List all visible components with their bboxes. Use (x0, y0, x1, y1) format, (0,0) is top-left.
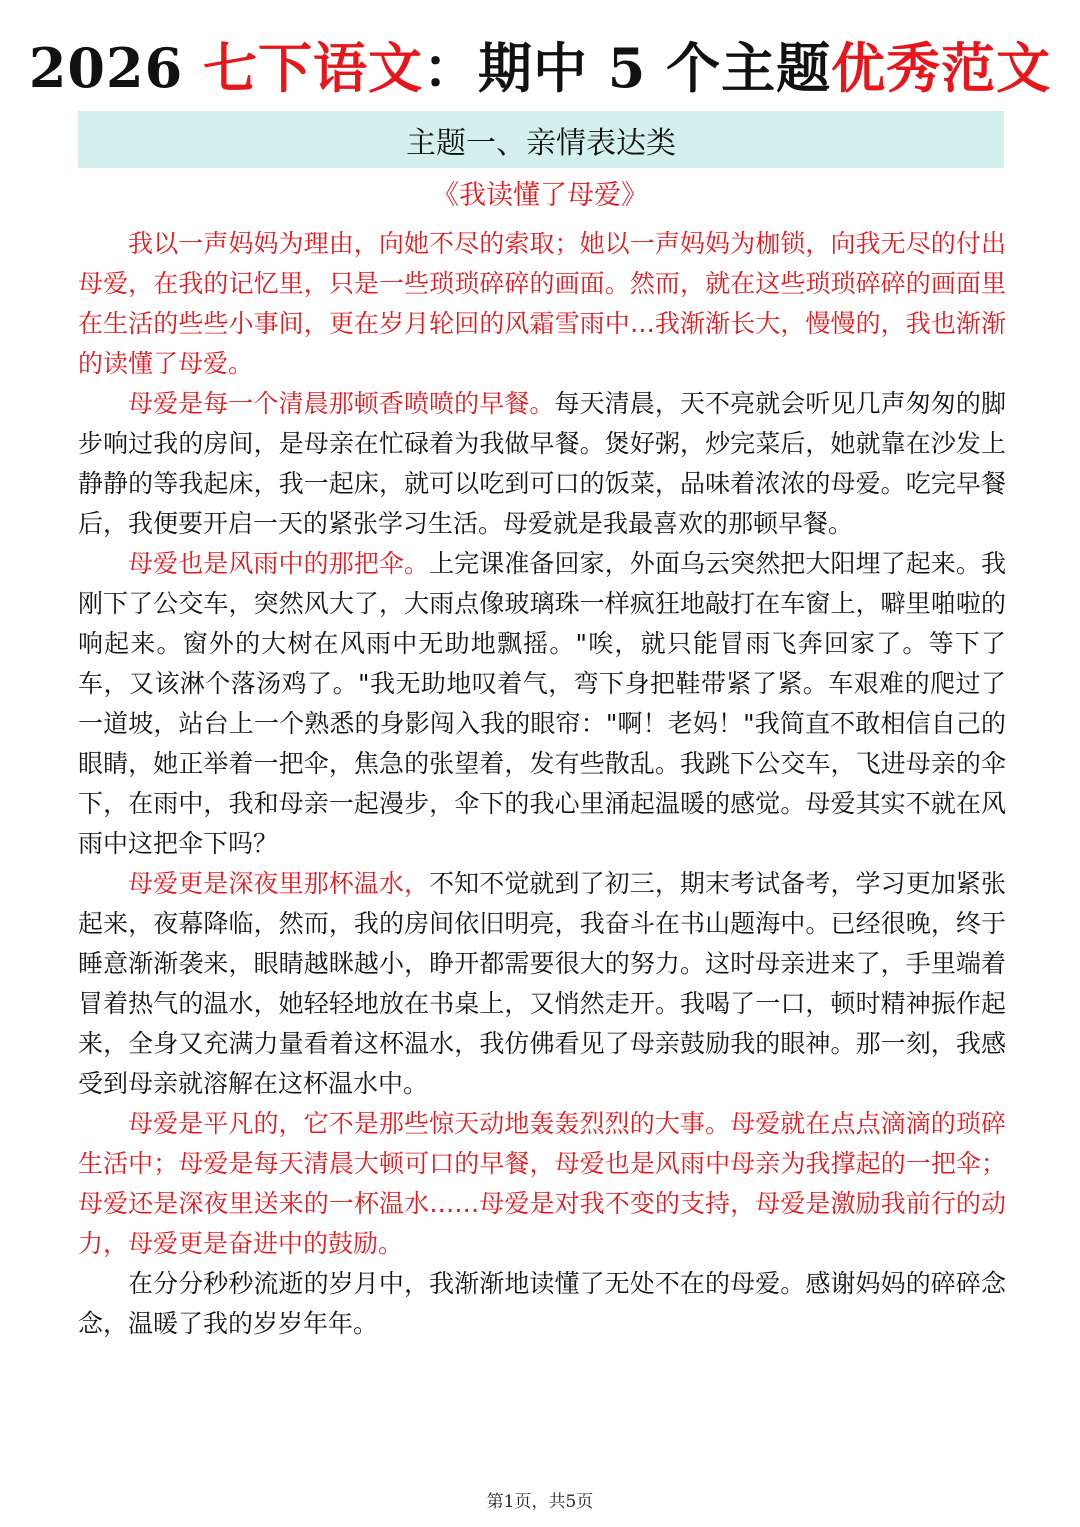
document-title (0, 30, 1080, 106)
paragraph-1-highlight: 我以一声妈妈为理由，向她不尽的索取；她以一声妈妈为枷锁，向我无尽的付出母爱，在我的记忆里，只是一些琐琐碎碎的画面。然而，就在这些琐琐碎碎的画面里在生活的些些小事间，更在岁月轮回的风霜雪雨中…我渐渐长大，慢慢的，我也渐渐的读懂了母爱。 (78, 229, 1006, 378)
page-footer: 第1页，共5页 (486, 1492, 594, 1512)
title-year: 2026 (28, 36, 203, 100)
paragraph-2-highlight: 母爱是每一个清晨那顿香喷喷的早餐。 (128, 389, 555, 418)
paragraph-3-text: 上完课准备回家，外面乌云突然把大阳埋了起来。我刚下了公交车，突然风大了，大雨点像玻璃珠一样疯狂地敲打在车窗上，噼里啪啦的响起来。窗外的大树在风雨中无助地飘摇。"唉，就只能冒雨飞奔回家了。等下了车，又该淋个落汤鸡了。"我无助地叹着气，弯下身把鞋带紧了紧。车艰难的爬过了一道坡，站台上一个熟悉的身影闯入我的眼帘："啊！老妈！"我简直不敢相信自己的眼睛，她正举着一把伞，焦急的张望着，发有些散乱。我跳下公交车，飞进母亲的伞下，在雨中，我和母亲一起漫步，伞下的我心里涌起温暖的感觉。母爱其实不就在风雨中这把伞下吗？ (78, 549, 1006, 858)
title-subject: 七下语文 (202, 36, 423, 100)
essay-title: 《我读懂了母爱》 (432, 180, 648, 211)
paragraph-4-highlight: 母爱更是深夜里那杯温水， (128, 869, 430, 898)
theme-banner (78, 111, 1004, 168)
paragraph-6 (78, 1264, 1006, 1344)
paragraph-4-text: 不知不觉就到了初三，期末考试备考，学习更加紧张起来，夜幕降临，然而，我的房间依旧明亮，我奋斗在书山题海中。已经很晚，终于睡意渐渐袭来，眼睛越眯越小，睁开都需要很大的努力。这时母亲进来了，手里端着冒着热气的温水，她轻轻地放在书桌上，又悄然走开。我喝了一口，顿时精神振作起来，全身又充满力量看着这杯温水，我仿佛看见了母亲鼓励我的眼神。那一刻，我感受到母亲就溶解在这杯温水中。 (78, 869, 1006, 1098)
theme-banner-label: 主题一、亲情表达类 (406, 125, 676, 161)
paragraph-2 (78, 384, 1006, 544)
paragraph-6-text: 在分分秒秒流逝的岁月中，我渐渐地读懂了无处不在的母爱。感谢妈妈的碎碎念念，温暖了我的岁岁年年。 (78, 1269, 1006, 1338)
paragraph-3 (78, 544, 1006, 864)
paragraph-3-highlight: 母爱也是风雨中的那把伞。 (128, 549, 430, 578)
title-middle: ：期中 5 个主题 (422, 36, 832, 100)
paragraph-2-text: 每天清晨，天不亮就会听见几声匆匆的脚步响过我的房间，是母亲在忙碌着为我做早餐。煲好粥，炒完菜后，她就靠在沙发上静静的等我起床，我一起床，就可以吃到可口的饭菜，品味着浓浓的母爱。吃完早餐后，我便要开启一天的紧张学习生活。母爱就是我最喜欢的那顿早餐。 (78, 389, 1006, 538)
paragraph-4 (78, 864, 1006, 1104)
paragraph-5 (78, 1104, 1006, 1264)
title-tail: 优秀范文 (831, 36, 1052, 100)
paragraph-5-highlight: 母爱是平凡的，它不是那些惊天动地轰轰烈烈的大事。母爱就在点点滴滴的琐碎生活中；母爱是每天清晨大顿可口的早餐，母爱也是风雨中母亲为我撑起的一把伞；母爱还是深夜里送来的一杯温水……母爱是对我不变的支持，母爱是激励我前行的动力，母爱更是奋进中的鼓励。 (78, 1109, 1006, 1258)
essay-body (78, 224, 1006, 1344)
paragraph-1 (78, 224, 1006, 384)
